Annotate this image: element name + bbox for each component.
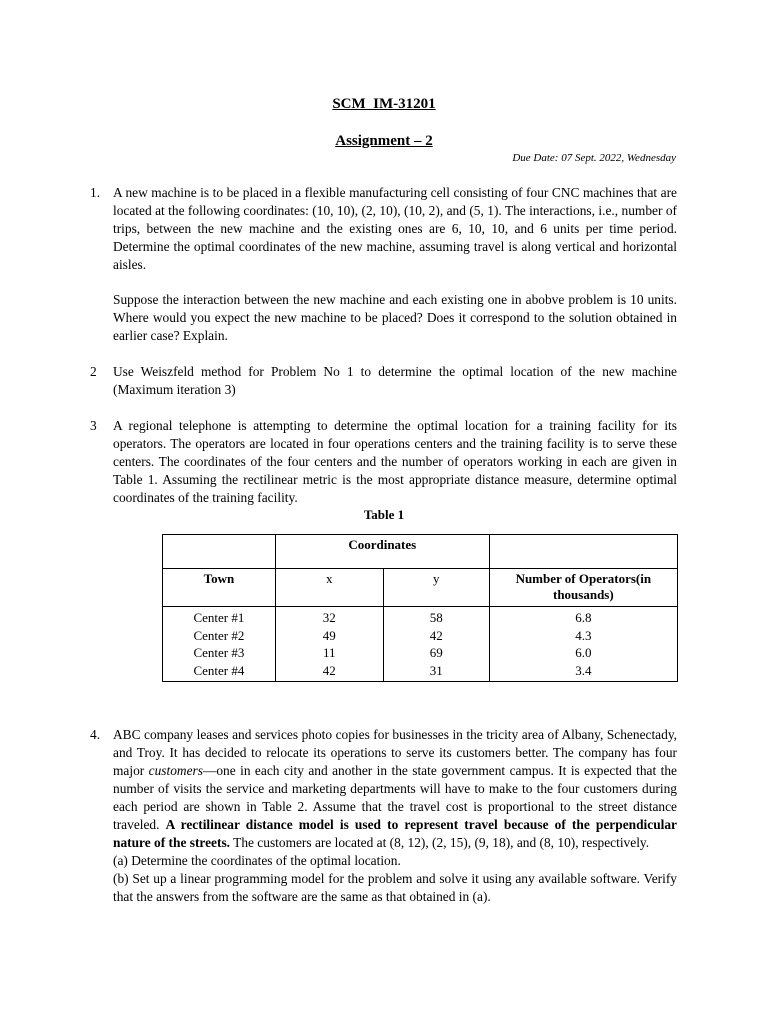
question-2-number: 2 <box>90 364 97 379</box>
table-cell: 58 <box>429 610 443 625</box>
table-cell: 49 <box>322 627 336 643</box>
question-2-text: Use Weiszfeld method for Problem No 1 to determine the optimal location of the new machine (Maximum iteration 3) <box>113 364 677 397</box>
question-4-text-a: ABC company leases and services photo copies for businesses in the tricity area of Albany, Schenectady, and Troy. It has decided to relocate its operations to serve its customers better. The company has four major <box>113 727 677 778</box>
question-4-part-b: (b) Set up a linear programming model for the problem and solve it using any available software. Verify that the answers from the software are the same as that obtained in (a). <box>113 871 677 904</box>
table-cell: 6.8 <box>575 610 592 625</box>
question-4-text-b: —one in each city and another in the state government campus. It is expected that the number of visits the service and marketing departments will have to make to the four customers during each period are shown in Table 2. Assume that the travel cost is proportional to the street distance traveled. <box>113 763 677 832</box>
question-1-followup <box>90 291 677 345</box>
table-cell: 4.3 <box>575 627 592 643</box>
question-4-number: 4. <box>90 727 101 742</box>
due-date: Due Date: 07 Sept. 2022, Wednesday <box>512 152 676 164</box>
table-cell: 69 <box>429 645 443 660</box>
table-cell: 42 <box>322 662 336 678</box>
question-2 <box>90 363 677 399</box>
operators-header: Number of Operators(in thousands) <box>489 569 677 607</box>
table-cell: 42 <box>429 627 443 643</box>
table-empty-cell <box>489 535 677 569</box>
question-3-text: A regional telephone is attempting to determine the optimal location for a training facility for its operators. The operators are located in four operations centers and the training facility is to serve these centers. The coordinates of the four centers and the number of operators working in each are given in Table 1. Assuming the rectilinear metric is the most appropriate distance measure, determine optimal coordinates of the training facility. <box>113 418 677 505</box>
question-4-customers: customers <box>148 763 203 778</box>
assignment-title: Assignment – 2 <box>335 133 433 149</box>
table-empty-cell <box>163 535 276 569</box>
y-header: y <box>383 569 489 607</box>
table-cell: 3.4 <box>575 662 592 678</box>
question-4-part-a: (a) Determine the coordinates of the optimal location. <box>113 853 401 868</box>
x-column <box>275 607 383 682</box>
table-cell: Center #1 <box>193 610 245 625</box>
table-cell: 32 <box>322 610 336 625</box>
question-1-text: A new machine is to be placed in a flexible manufacturing cell consisting of four CNC machines that are located at the following coordinates: (10, 10), (2, 10), (10, 2), and (5, 1). The interactions, i.e., number of trips, between the new machine and the existing ones are 6, 10, 10, and 6 units per time period. Determine the optimal coordinates of the new machine, assuming travel is along vertical and horizontal aisles. <box>113 185 677 272</box>
table-cell: Center #4 <box>193 662 245 678</box>
y-column <box>383 607 489 682</box>
table-1-title: Table 1 <box>363 507 405 522</box>
operators-column <box>489 607 677 682</box>
question-3 <box>90 417 677 507</box>
coordinates-header: Coordinates <box>275 535 489 569</box>
table-cell: Center #3 <box>193 645 245 660</box>
table-cell: 11 <box>323 645 336 660</box>
question-1 <box>90 184 677 274</box>
question-4-text-c: The customers are located at (8, 12), (2, 15), (9, 18), and (8, 10), respectively. <box>230 835 650 850</box>
table-cell: Center #2 <box>193 627 245 643</box>
table-cell: 6.0 <box>575 645 592 660</box>
x-header: x <box>275 569 383 607</box>
table-cell: 31 <box>429 662 443 678</box>
question-1-number: 1. <box>90 185 101 200</box>
town-column <box>163 607 276 682</box>
town-header: Town <box>163 569 276 607</box>
question-3-number: 3 <box>90 418 97 433</box>
question-4-text <box>113 726 677 852</box>
table-1 <box>162 534 678 682</box>
question-4 <box>90 726 677 906</box>
question-4-bold-text: A rectilinear distance model is used to represent travel because of the perpendicular nature of the streets. <box>113 817 677 850</box>
question-1-followup-text: Suppose the interaction between the new machine and each existing one in abobve problem is 10 units. Where would you expect the new machine to be placed? Does it correspond to the solution obtained in earlier case? Explain. <box>113 292 677 343</box>
course-code: SCM_IM-31201 <box>332 96 436 112</box>
